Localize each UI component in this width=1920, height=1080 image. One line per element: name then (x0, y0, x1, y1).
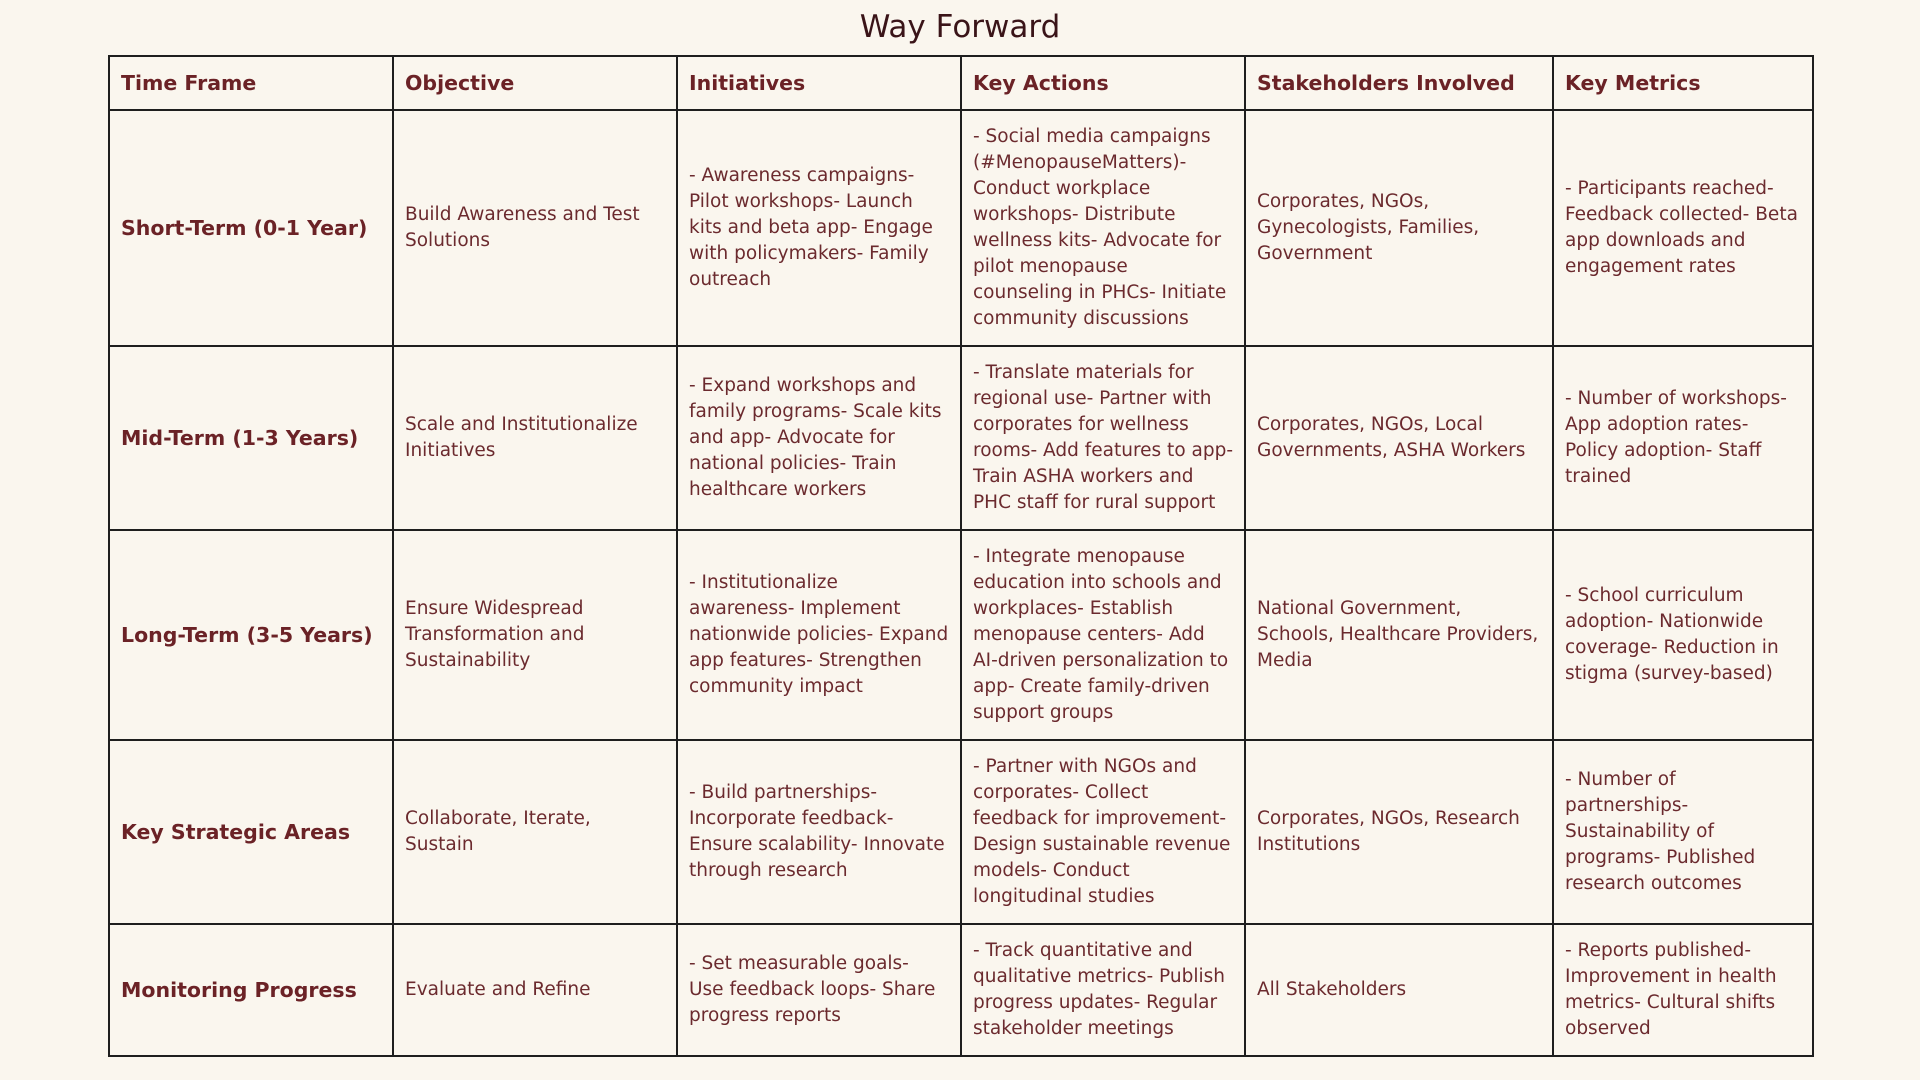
cell-initiatives: - Expand workshops and family programs- Scale kits and app- Advocate for national policies- Train healthcare workers (677, 346, 961, 530)
cell-initiatives: - Institutionalize awareness- Implement nationwide policies- Expand app features- Strengthen community impact (677, 530, 961, 740)
cell-objective: Collaborate, Iterate, Sustain (393, 740, 677, 924)
cell-initiatives: - Set measurable goals- Use feedback loops- Share progress reports (677, 924, 961, 1056)
cell-stakeholders: Corporates, NGOs, Research Institutions (1245, 740, 1553, 924)
table-row (109, 740, 1813, 924)
cell-initiatives: - Build partnerships- Incorporate feedback- Ensure scalability- Innovate through research (677, 740, 961, 924)
table-row (109, 110, 1813, 346)
cell-key-metrics: - Participants reached- Feedback collected- Beta app downloads and engagement rates (1553, 110, 1813, 346)
cell-key-metrics: - Reports published- Improvement in health metrics- Cultural shifts observed (1553, 924, 1813, 1056)
header-stakeholders: Stakeholders Involved (1245, 56, 1553, 110)
cell-key-actions: - Social media campaigns (#MenopauseMatters)- Conduct workplace workshops- Distribute wellness kits- Advocate for pilot menopause counseling in PHCs- Initiate community discussions (961, 110, 1245, 346)
cell-key-actions: - Translate materials for regional use- Partner with corporates for wellness rooms- Add features to app- Train ASHA workers and PHC staff for rural support (961, 346, 1245, 530)
cell-stakeholders: Corporates, NGOs, Gynecologists, Families, Government (1245, 110, 1553, 346)
table-row (109, 346, 1813, 530)
cell-key-metrics: - Number of partnerships- Sustainability of programs- Published research outcomes (1553, 740, 1813, 924)
cell-time-frame: Key Strategic Areas (109, 740, 393, 924)
cell-time-frame: Monitoring Progress (109, 924, 393, 1056)
header-objective: Objective (393, 56, 677, 110)
table-row (109, 924, 1813, 1056)
header-initiatives: Initiatives (677, 56, 961, 110)
cell-objective: Build Awareness and Test Solutions (393, 110, 677, 346)
header-row (109, 56, 1813, 110)
header-key-metrics: Key Metrics (1553, 56, 1813, 110)
cell-initiatives: - Awareness campaigns- Pilot workshops- Launch kits and beta app- Engage with policymakers- Family outreach (677, 110, 961, 346)
table-row (109, 530, 1813, 740)
header-key-actions: Key Actions (961, 56, 1245, 110)
cell-stakeholders: National Government, Schools, Healthcare Providers, Media (1245, 530, 1553, 740)
cell-key-metrics: - School curriculum adoption- Nationwide coverage- Reduction in stigma (survey-based) (1553, 530, 1813, 740)
cell-key-actions: - Track quantitative and qualitative metrics- Publish progress updates- Regular stakeholder meetings (961, 924, 1245, 1056)
way-forward-table (108, 55, 1814, 1057)
cell-key-metrics: - Number of workshops- App adoption rates- Policy adoption- Staff trained (1553, 346, 1813, 530)
cell-objective: Evaluate and Refine (393, 924, 677, 1056)
cell-key-actions: - Partner with NGOs and corporates- Collect feedback for improvement- Design sustainable revenue models- Conduct longitudinal studies (961, 740, 1245, 924)
cell-time-frame: Mid-Term (1-3 Years) (109, 346, 393, 530)
cell-objective: Scale and Institutionalize Initiatives (393, 346, 677, 530)
cell-time-frame: Short-Term (0-1 Year) (109, 110, 393, 346)
cell-time-frame: Long-Term (3-5 Years) (109, 530, 393, 740)
header-time-frame: Time Frame (109, 56, 393, 110)
cell-stakeholders: Corporates, NGOs, Local Governments, ASHA Workers (1245, 346, 1553, 530)
cell-objective: Ensure Widespread Transformation and Sustainability (393, 530, 677, 740)
page-title: Way Forward (859, 9, 1061, 45)
cell-key-actions: - Integrate menopause education into schools and workplaces- Establish menopause centers- Add AI-driven personalization to app- Create family-driven support groups (961, 530, 1245, 740)
cell-stakeholders: All Stakeholders (1245, 924, 1553, 1056)
